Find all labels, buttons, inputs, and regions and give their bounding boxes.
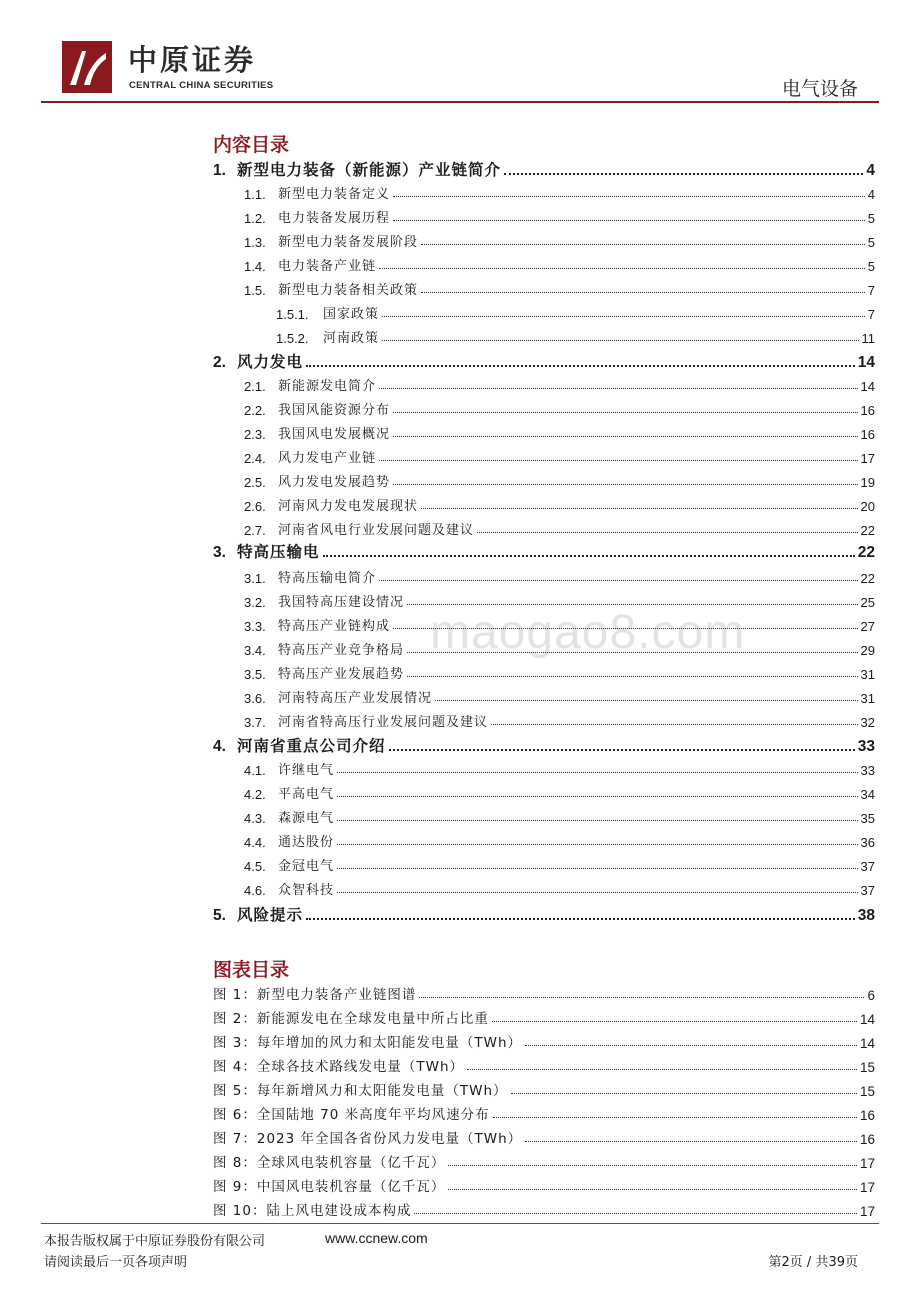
toc-leader-dots bbox=[389, 749, 855, 751]
toc-entry-page: 16 bbox=[860, 427, 875, 442]
footer-url-link[interactable]: www.ccnew.com bbox=[325, 1230, 428, 1246]
toc-entry[interactable] bbox=[244, 422, 875, 442]
figure-entry-page: 16 bbox=[859, 1108, 875, 1123]
toc-entry-title: 平高电气 bbox=[278, 787, 335, 802]
toc-entry[interactable] bbox=[213, 540, 875, 562]
toc-entry-page: 20 bbox=[860, 499, 875, 514]
toc-leader-dots bbox=[407, 652, 858, 653]
figure-entry-page: 17 bbox=[859, 1180, 875, 1195]
toc-entry-title: 河南省风电行业发展问题及建议 bbox=[278, 523, 475, 538]
toc-entry-number: 4.1. bbox=[244, 763, 266, 778]
logo-chinese-name: 中原证券 bbox=[128, 43, 257, 77]
toc-leader-dots bbox=[306, 918, 855, 920]
toc-entry[interactable] bbox=[244, 494, 875, 514]
figure-entry-page: 14 bbox=[859, 1012, 875, 1027]
figure-entry[interactable] bbox=[213, 1055, 875, 1075]
toc-leader-dots bbox=[393, 412, 858, 413]
toc-entry-number: 3.2. bbox=[244, 595, 266, 610]
toc-entry-title: 通达股份 bbox=[278, 835, 335, 850]
toc-entry[interactable] bbox=[213, 734, 875, 756]
toc-entry-number: 3.6. bbox=[244, 691, 266, 706]
toc-entry-page: 32 bbox=[860, 715, 875, 730]
toc-entry[interactable] bbox=[213, 350, 875, 372]
toc-entry-page: 14 bbox=[860, 379, 875, 394]
figure-entry[interactable] bbox=[213, 1199, 875, 1219]
toc-leader-dots bbox=[379, 268, 865, 269]
figure-entry-title: 图 8：全球风电装机容量（亿千瓦） bbox=[213, 1155, 446, 1171]
toc-entry-title: 河南政策 bbox=[323, 331, 380, 346]
toc-entry[interactable] bbox=[244, 278, 875, 298]
toc-entry-number: 4.4. bbox=[244, 835, 266, 850]
toc-entry-number: 3.1. bbox=[244, 571, 266, 586]
toc-entry-title: 电力装备发展历程 bbox=[278, 211, 391, 226]
toc-entry-number: 4.5. bbox=[244, 859, 266, 874]
toc-entry-number: 1.5. bbox=[244, 283, 266, 298]
figure-entry[interactable] bbox=[213, 1007, 875, 1027]
toc-entry-title: 风力发电发展趋势 bbox=[278, 475, 391, 490]
toc-entry-title: 风力发电产业链 bbox=[278, 451, 377, 466]
toc-entry-page: 5 bbox=[867, 259, 875, 274]
toc-entry-number: 1.1. bbox=[244, 187, 266, 202]
toc-leader-dots bbox=[393, 484, 858, 485]
company-logo-icon bbox=[62, 41, 112, 93]
page-number: 第2页 / 共39页 bbox=[768, 1255, 858, 1270]
toc-entry-page: 5 bbox=[867, 235, 875, 250]
figure-entry-title: 图 3：每年增加的风力和太阳能发电量（TWh） bbox=[213, 1035, 523, 1051]
toc-entry-number: 2.2. bbox=[244, 403, 266, 418]
toc-entry-number: 3.5. bbox=[244, 667, 266, 682]
toc-leader-dots bbox=[337, 844, 858, 845]
toc-leader-dots bbox=[393, 196, 865, 197]
toc-entry-page: 33 bbox=[857, 738, 875, 755]
toc-entry-number: 2.1. bbox=[244, 379, 266, 394]
toc-entry-page: 22 bbox=[860, 571, 875, 586]
figure-entry-page: 16 bbox=[859, 1132, 875, 1147]
toc-entry-page: 4 bbox=[866, 162, 875, 179]
toc-entry-title: 风力发电 bbox=[237, 353, 304, 371]
toc-leader-dots bbox=[421, 244, 865, 245]
toc-entry-page: 4 bbox=[867, 187, 875, 202]
toc-entry-number: 4.2. bbox=[244, 787, 266, 802]
toc-entry[interactable] bbox=[244, 686, 875, 706]
toc-entry-title: 河南省特高压行业发展问题及建议 bbox=[278, 715, 489, 730]
toc-entry-title: 众智科技 bbox=[278, 883, 335, 898]
toc-entry-page: 17 bbox=[860, 451, 875, 466]
toc-entry-page: 31 bbox=[860, 691, 875, 706]
figure-entry-title: 图 1：新型电力装备产业链图谱 bbox=[213, 987, 417, 1003]
toc-leader-dots bbox=[491, 724, 858, 725]
toc-entry-page: 14 bbox=[857, 354, 875, 371]
toc-entry-page: 38 bbox=[857, 907, 875, 924]
toc-entry-page: 34 bbox=[860, 787, 875, 802]
toc-entry[interactable] bbox=[244, 806, 875, 826]
toc-entry[interactable] bbox=[244, 590, 875, 610]
toc-entry-title: 我国风电发展概况 bbox=[278, 427, 391, 442]
toc-entry-title: 河南特高压产业发展情况 bbox=[278, 691, 433, 706]
toc-entry-title: 国家政策 bbox=[323, 307, 380, 322]
toc-entry-page: 29 bbox=[860, 643, 875, 658]
toc-entry-title: 特高压输电 bbox=[237, 543, 320, 561]
toc-entry[interactable] bbox=[244, 206, 875, 226]
toc-leader-dots bbox=[477, 532, 858, 533]
toc-entry-page: 22 bbox=[857, 544, 875, 561]
figure-leader-dots bbox=[414, 1213, 856, 1214]
toc-entry-number: 1.4. bbox=[244, 259, 266, 274]
toc-entry-number: 1.3. bbox=[244, 235, 266, 250]
toc-entry-title: 特高压输电简介 bbox=[278, 571, 377, 586]
toc-entry-page: 33 bbox=[860, 763, 875, 778]
figure-list-title: 图表目录 bbox=[213, 959, 290, 981]
toc-leader-dots bbox=[323, 555, 855, 557]
toc-entry-title: 特高压产业链构成 bbox=[278, 619, 391, 634]
toc-entry-page: 19 bbox=[860, 475, 875, 490]
figure-entry[interactable] bbox=[213, 983, 875, 1003]
toc-leader-dots bbox=[393, 220, 865, 221]
toc-leader-dots bbox=[421, 508, 858, 509]
figure-leader-dots bbox=[419, 997, 864, 998]
toc-leader-dots bbox=[337, 820, 858, 821]
figure-entry-title: 图 4：全球各技术路线发电量（TWh） bbox=[213, 1059, 465, 1075]
toc-entry[interactable] bbox=[244, 710, 875, 730]
toc-entry-title: 河南省重点公司介绍 bbox=[237, 737, 386, 755]
toc-leader-dots bbox=[337, 796, 858, 797]
toc-entry-number: 2.7. bbox=[244, 523, 266, 538]
figure-leader-dots bbox=[525, 1045, 857, 1046]
toc-entry[interactable] bbox=[244, 446, 875, 466]
toc-leader-dots bbox=[421, 292, 865, 293]
toc-entry-page: 16 bbox=[860, 403, 875, 418]
industry-label: 电气设备 bbox=[781, 78, 858, 100]
toc-leader-dots bbox=[337, 868, 858, 869]
toc-entry[interactable] bbox=[213, 903, 875, 925]
toc-entry-page: 36 bbox=[860, 835, 875, 850]
toc-entry-title: 风险提示 bbox=[237, 906, 304, 924]
toc-entry-page: 31 bbox=[860, 667, 875, 682]
toc-leader-dots bbox=[382, 316, 865, 317]
figure-leader-dots bbox=[525, 1141, 857, 1142]
figure-entry-title: 图 5：每年新增风力和太阳能发电量（TWh） bbox=[213, 1083, 508, 1099]
toc-entry[interactable] bbox=[276, 302, 875, 322]
figure-entry[interactable] bbox=[213, 1103, 875, 1123]
toc-entry[interactable] bbox=[213, 158, 875, 180]
toc-entry-number: 2.4. bbox=[244, 451, 266, 466]
toc-entry-number: 1.5.2. bbox=[276, 331, 309, 346]
figure-entry-page: 17 bbox=[859, 1204, 875, 1219]
figure-entry[interactable] bbox=[213, 1175, 875, 1195]
toc-entry-title: 我国风能资源分布 bbox=[278, 403, 391, 418]
toc-entry[interactable] bbox=[244, 398, 875, 418]
toc-entry-number: 3.4. bbox=[244, 643, 266, 658]
toc-entry-number: 2.5. bbox=[244, 475, 266, 490]
toc-entry-number: 1. bbox=[213, 162, 226, 179]
toc-entry-number: 4.6. bbox=[244, 883, 266, 898]
toc-entry-title: 金冠电气 bbox=[278, 859, 335, 874]
toc-leader-dots bbox=[435, 700, 858, 701]
toc-entry[interactable] bbox=[244, 854, 875, 874]
toc-entry-page: 27 bbox=[860, 619, 875, 634]
toc-entry-number: 2. bbox=[213, 354, 226, 371]
figure-entry[interactable] bbox=[213, 1151, 875, 1171]
figure-entry-title: 图 6：全国陆地 70 米高度年平均风速分布 bbox=[213, 1107, 490, 1123]
toc-entry-title: 我国特高压建设情况 bbox=[278, 595, 405, 610]
footer-disclaimer-note: 请阅读最后一页各项声明 bbox=[44, 1255, 188, 1270]
logo-english-name: CENTRAL CHINA SECURITIES bbox=[129, 80, 274, 91]
toc-entry[interactable] bbox=[244, 518, 875, 538]
figure-entry[interactable] bbox=[213, 1031, 875, 1051]
toc-entry[interactable] bbox=[244, 638, 875, 658]
toc-title: 内容目录 bbox=[213, 134, 290, 156]
header-divider bbox=[41, 101, 879, 103]
figure-entry-page: 14 bbox=[859, 1036, 875, 1051]
figure-entry-page: 15 bbox=[859, 1084, 875, 1099]
toc-entry-number: 2.3. bbox=[244, 427, 266, 442]
toc-entry-page: 25 bbox=[860, 595, 875, 610]
toc-entry[interactable] bbox=[244, 782, 875, 802]
figure-entry-title: 图 10：陆上风电建设成本构成 bbox=[213, 1203, 412, 1219]
toc-entry-title: 新能源发电简介 bbox=[278, 379, 377, 394]
figure-leader-dots bbox=[467, 1069, 857, 1070]
figure-entry-title: 图 7：2023 年全国各省份风力发电量（TWh） bbox=[213, 1131, 523, 1147]
footer-copyright: 本报告版权属于中原证券股份有限公司 bbox=[44, 1234, 266, 1249]
toc-entry-number: 1.2. bbox=[244, 211, 266, 226]
figure-entry-page: 6 bbox=[867, 988, 875, 1003]
toc-entry-title: 新型电力装备（新能源）产业链简介 bbox=[237, 161, 502, 179]
toc-leader-dots bbox=[379, 580, 858, 581]
figure-leader-dots bbox=[511, 1093, 857, 1094]
figure-leader-dots bbox=[492, 1021, 857, 1022]
figure-entry-page: 17 bbox=[859, 1156, 875, 1171]
toc-entry[interactable] bbox=[244, 254, 875, 274]
toc-entry-title: 新型电力装备发展阶段 bbox=[278, 235, 419, 250]
footer-divider bbox=[41, 1223, 879, 1224]
toc-entry-page: 7 bbox=[867, 307, 875, 322]
toc-leader-dots bbox=[407, 604, 858, 605]
toc-entry[interactable] bbox=[244, 758, 875, 778]
toc-entry-number: 5. bbox=[213, 907, 226, 924]
figure-entry-title: 图 9：中国风电装机容量（亿千瓦） bbox=[213, 1179, 446, 1195]
toc-entry-number: 4.3. bbox=[244, 811, 266, 826]
figure-leader-dots bbox=[493, 1117, 857, 1118]
figure-entry[interactable] bbox=[213, 1127, 875, 1147]
toc-entry[interactable] bbox=[244, 374, 875, 394]
toc-entry-number: 2.6. bbox=[244, 499, 266, 514]
toc-leader-dots bbox=[379, 460, 858, 461]
toc-entry[interactable] bbox=[244, 830, 875, 850]
toc-entry-title: 特高压产业竞争格局 bbox=[278, 643, 405, 658]
toc-entry-page: 11 bbox=[861, 331, 875, 346]
toc-entry-number: 1.5.1. bbox=[276, 307, 309, 322]
toc-leader-dots bbox=[337, 772, 858, 773]
toc-leader-dots bbox=[306, 365, 855, 367]
figure-entry-title: 图 2：新能源发电在全球发电量中所占比重 bbox=[213, 1011, 489, 1027]
toc-leader-dots bbox=[393, 628, 858, 629]
toc-leader-dots bbox=[337, 892, 858, 893]
toc-entry[interactable] bbox=[244, 566, 875, 586]
toc-entry-number: 3.7. bbox=[244, 715, 266, 730]
figure-entry[interactable] bbox=[213, 1079, 875, 1099]
toc-entry-page: 37 bbox=[860, 883, 875, 898]
watermark: maogao8.com bbox=[430, 606, 746, 659]
toc-entry[interactable] bbox=[244, 614, 875, 634]
toc-entry-title: 河南风力发电发展现状 bbox=[278, 499, 419, 514]
toc-entry-title: 特高压产业发展趋势 bbox=[278, 667, 405, 682]
toc-entry-title: 新型电力装备定义 bbox=[278, 187, 391, 202]
toc-entry[interactable] bbox=[244, 662, 875, 682]
figure-entry-page: 15 bbox=[859, 1060, 875, 1075]
toc-entry-title: 许继电气 bbox=[278, 763, 335, 778]
toc-entry-page: 37 bbox=[860, 859, 875, 874]
toc-entry-title: 森源电气 bbox=[278, 811, 335, 826]
toc-entry[interactable] bbox=[244, 470, 875, 490]
toc-entry-page: 22 bbox=[860, 523, 875, 538]
figure-leader-dots bbox=[448, 1189, 857, 1190]
toc-leader-dots bbox=[379, 388, 858, 389]
toc-entry-number: 3.3. bbox=[244, 619, 266, 634]
toc-entry-page: 5 bbox=[867, 211, 875, 226]
toc-entry-page: 35 bbox=[860, 811, 875, 826]
toc-entry[interactable] bbox=[244, 230, 875, 250]
toc-entry-title: 电力装备产业链 bbox=[278, 259, 377, 274]
toc-leader-dots bbox=[382, 340, 858, 341]
toc-leader-dots bbox=[407, 676, 858, 677]
toc-entry-number: 3. bbox=[213, 544, 226, 561]
toc-entry[interactable] bbox=[244, 182, 875, 202]
toc-entry[interactable] bbox=[244, 878, 875, 898]
toc-entry-page: 7 bbox=[867, 283, 875, 298]
figure-leader-dots bbox=[448, 1165, 857, 1166]
toc-leader-dots bbox=[393, 436, 858, 437]
toc-leader-dots bbox=[504, 173, 863, 175]
toc-entry[interactable] bbox=[276, 326, 875, 346]
toc-entry-number: 4. bbox=[213, 738, 226, 755]
toc-entry-title: 新型电力装备相关政策 bbox=[278, 283, 419, 298]
